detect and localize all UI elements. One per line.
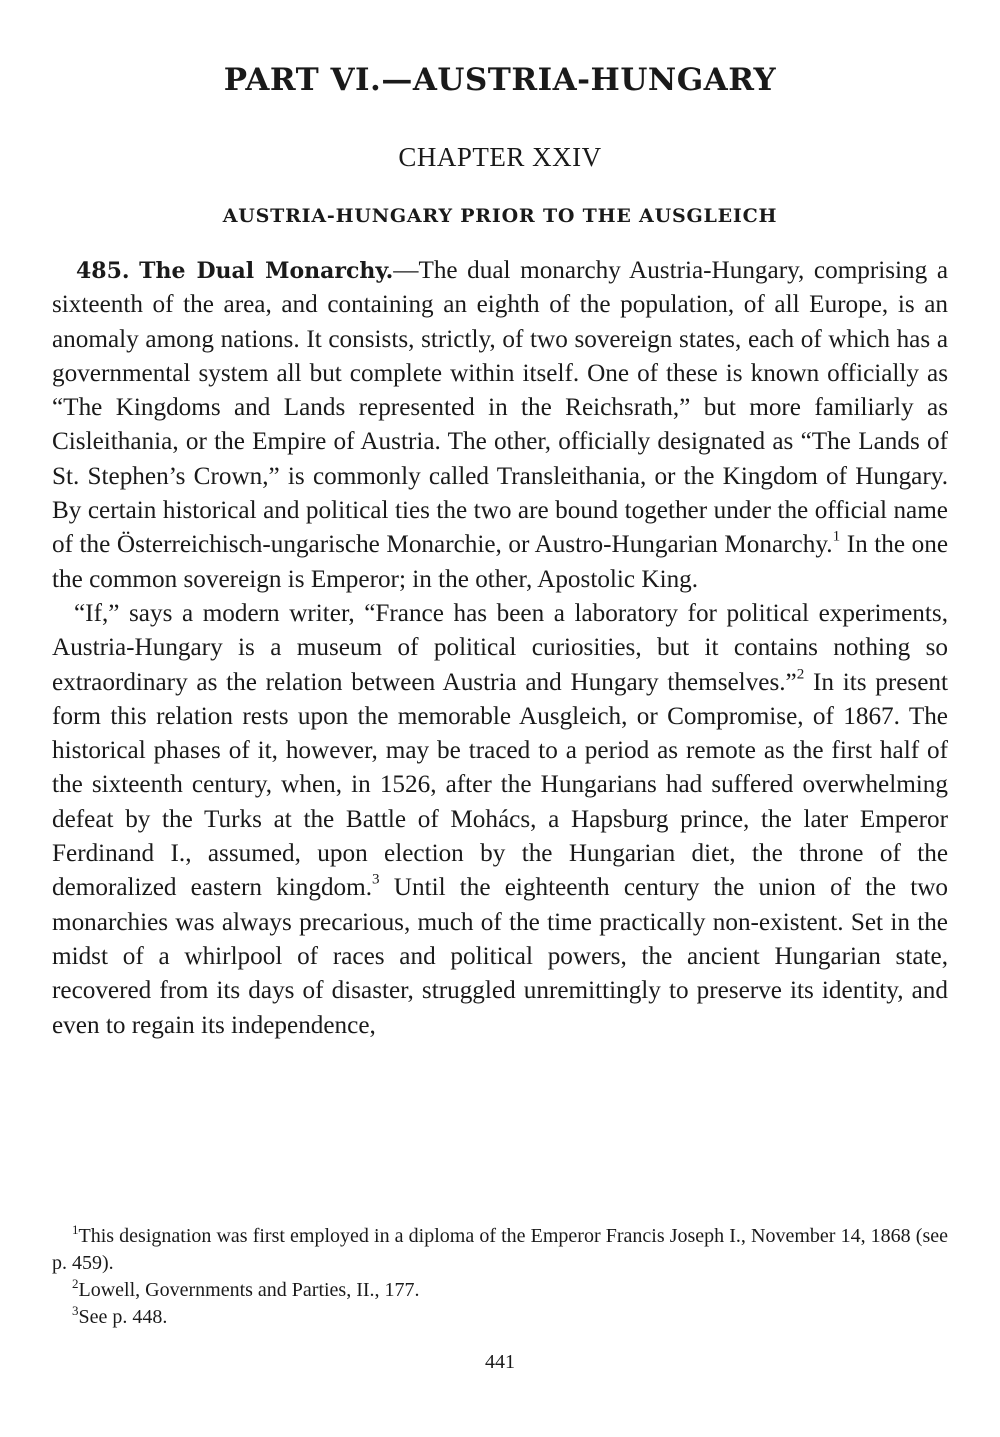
page-number: 441 — [485, 1351, 515, 1373]
section-title: The Dual Monarchy. — [139, 258, 394, 284]
footnotes — [52, 1223, 948, 1331]
footnote-1 — [52, 1223, 948, 1277]
paragraph-1-text-a: —The dual monarchy Austria-Hungary, comprising a sixteenth of the area, and containing an eighth of the population, of all Europe, is an anomaly among nations. It consists, strictly, of two sovereign states, each of which has a governmental system all but complete within itself. One of these is known officially as “The Kingdoms and Lands represented in the Reichsrath,” but more familiarly as Cisleithania, or the Empire of Austria. The other, officially designated as “The Lands of St. Stephen’s Crown,” is commonly called Transleithania, or the Kingdom of Hungary. By certain historical and political ties the two are bound together under the official name of the Österreichisch-ungarische Monarchie, or Austro-Hungarian Monarchy. — [52, 257, 948, 559]
part-title: PART VI.—AUSTRIA-HUNGARY — [223, 62, 777, 98]
footnote-ref-2: 2 — [796, 666, 805, 683]
footnote-ref-1: 1 — [832, 529, 841, 546]
body-text — [52, 254, 948, 1043]
footnote-3-text: See p. 448. — [78, 1306, 168, 1328]
paragraph-1 — [52, 254, 948, 597]
footnote-1-text: This designation was first employed in a diploma of the Emperor Francis Joseph I., November 14, 1868 (see p. 459). — [52, 1225, 948, 1274]
footnote-1-mark: 1 — [72, 1222, 79, 1238]
chapter-title: CHAPTER XXIV — [398, 142, 602, 172]
paragraph-2-text-b: In its present form this relation rests upon the memorable Ausgleich, or Compromise, of 1867. The historical phases of it, however, may be traced to a period as remote as the first half of the sixteenth century, when, in 1526, after the Hungarians had suffered overwhelming defeat by the Turks at the Battle of Mohács, a Hapsburg prince, the later Emperor Ferdinand I., assumed, upon election by the Hungarian diet, the throne of the demoralized eastern kingdom. — [52, 668, 948, 902]
chapter-subtitle: AUSTRIA-HUNGARY PRIOR TO THE AUSGLEICH — [222, 205, 778, 227]
footnote-2-mark: 2 — [72, 1276, 79, 1292]
footnote-ref-3: 3 — [372, 872, 380, 889]
footnote-2-text: Lowell, Governments and Parties, II., 177. — [78, 1279, 420, 1301]
footnote-3-mark: 3 — [72, 1303, 79, 1319]
paragraph-2-text-c: Until the eighteenth century the union of the two monarchies was always precarious, much of the time practically non-existent. Set in the midst of a whirlpool of races and political powers, the ancient Hungarian state, recovered from its days of disaster, struggled unremittingly to preserve its identity, and even to regain its independence, — [52, 874, 948, 1039]
paragraph-1-text-b: In the one the common sovereign is Emperor; in the other, Apostolic King. — [52, 531, 948, 593]
footnote-3 — [52, 1304, 948, 1331]
section-number: 485. — [76, 258, 130, 284]
footnote-2 — [52, 1277, 948, 1304]
paragraph-2-text-a: “If,” says a modern writer, “France has been a laboratory for political experiments, Austria-Hungary is a museum of political curiosities, but it contains nothing so extraordinary as the relation between Austria and Hungary themselves.” — [52, 599, 948, 696]
paragraph-2 — [52, 597, 948, 1043]
